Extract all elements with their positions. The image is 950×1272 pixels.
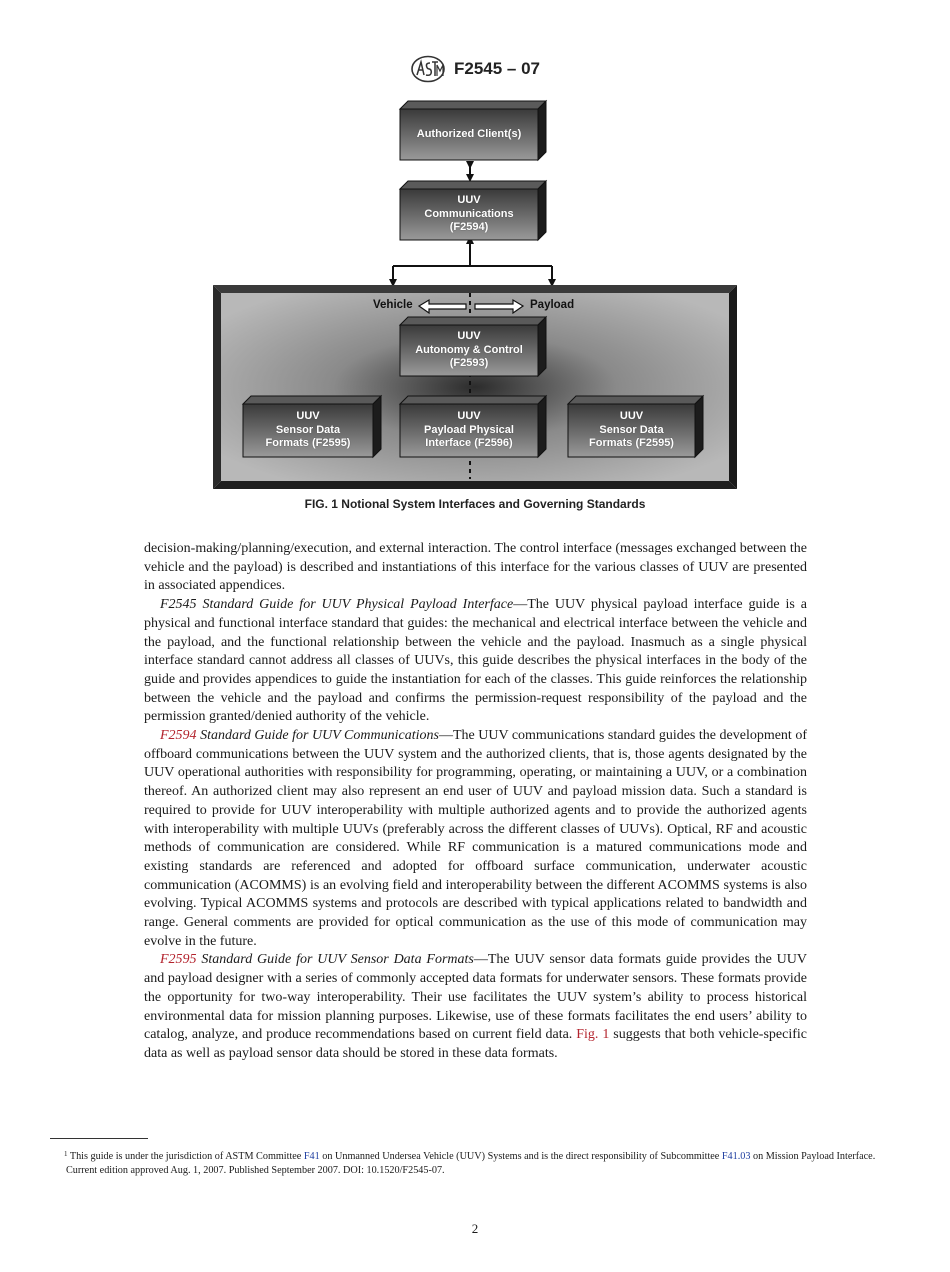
f2545-text: —The UUV physical payload interface guide is a physical and functional interface standard that guides: the mechanical and electrical interface between the vehicle and the payload, and the functional relationship between the vehicle and the payload. Inasmuch as a single physical interface standard cannot address all classes of UUVs, this guide describes the physical interfaces in the body of the guide and provides appendices to guide the instantiation for each of the classes. This guide reinforces the relationship between the vehicle and the payload and confirms the permission-request responsibility of the payload and the permission granted/denied authority of the vehicle.: [144, 597, 807, 725]
paragraph-f2595: [144, 951, 807, 1063]
vehicle-payload-panel: [213, 285, 737, 489]
footnote-1: [50, 1147, 905, 1164]
payload-label: Payload: [530, 299, 575, 311]
footnote-edition: Current edition approved Aug. 1, 2007. Published September 2007. DOI: 10.1520/F2545-07.: [66, 1165, 445, 1176]
payload-interface-label: UUV Payload Physical Interface (F2596): [424, 410, 514, 450]
sensor-data-left-label: UUV Sensor Data Formats (F2595): [265, 410, 351, 450]
footnote-1-text-b: on Unmanned Undersea Vehicle (UUV) Systems and is the direct responsibility of Subcommittee: [319, 1151, 722, 1162]
fig-1-link[interactable]: Fig. 1: [576, 1027, 610, 1043]
f41-03-link[interactable]: F41.03: [721, 1151, 751, 1162]
f2594-link[interactable]: F2594: [160, 728, 197, 744]
paragraph-f2545: [144, 596, 807, 727]
f2594-text: —The UUV communications standard guides the development of offboard communications between the UUV system and the authorized clients, that is, those agents designated by the UUV operational authorities with responsibility for programming, operating, or maintaining a UUV, or a combination thereof. An authorized client may also represent an end user of UUV and payload mission data. Such a standard is required to provide for UUV interoperability with multiple authorized agents and to provide the authorized agents with interoperability with multiple UUVs (preferably across the different classes of UUVs). Optical, RF and acoustic methods of communication are considered. While RF communication is a matured communications mode and existing standards are referenced and adopted for offboard surface communication, underwater acoustic communication (ACOMMS) is an evolving field and interoperability between the different ACOMMS systems is also evolving. Typical ACOMMS systems and protocols are described with typical applications related to bandwidth and range. General comments are provided for optical communication as the use of this mode of communication may evolve in the future.: [144, 728, 808, 949]
footnote-divider: [50, 1138, 148, 1139]
document-number: F2545 – 07: [453, 59, 540, 78]
f41-link[interactable]: F41: [303, 1151, 320, 1162]
vehicle-label: Vehicle: [373, 299, 413, 311]
paragraph-1: decision-making/planning/execution, and external interaction. The control interface (messages exchanged between the vehicle and the payload) is described and instantiations of this interface for the various classes of UUV are presented in associated appendices.: [144, 541, 807, 594]
sensor-data-right-label: UUV Sensor Data Formats (F2595): [589, 410, 674, 450]
f2594-title: Standard Guide for UUV Communications: [196, 728, 439, 744]
page-header: [0, 55, 950, 88]
f2595-title: Standard Guide for UUV Sensor Data Formats: [196, 952, 474, 968]
astm-logo-icon: [410, 55, 446, 83]
page-number: 2: [471, 1221, 479, 1236]
f2595-tail: suggests that both vehicle-specific data as well as payload sensor data should be stored in these data formats.: [144, 1027, 807, 1061]
f2595-text: —The UUV sensor data formats guide provides the UUV and payload designer with a series of commonly accepted data formats for underwater sensors. These formats provide the opportunity for two-way interoperability. Their use facilitates the UUV system’s ability to process historical environmental data for mission planning purposes. Likewise, use of these formats facilitates the end users’ ability to catalog, analyze, and produce recommendations based on current field data.: [144, 952, 807, 1043]
f2545-title: F2545 Standard Guide for UUV Physical Payload Interface: [160, 597, 514, 613]
footnote-1-text-c: on Mission Payload Interface.: [750, 1151, 876, 1162]
body-text: [144, 540, 807, 1064]
footnotes: [50, 1147, 905, 1178]
authorized-clients-label: Authorized Client(s): [416, 127, 522, 140]
footnote-1-text-a: This guide is under the jurisdiction of ASTM Committee: [67, 1151, 304, 1162]
figure-caption: FIG. 1 Notional System Interfaces and Governing Standards: [304, 497, 646, 511]
paragraph-f2594: [144, 727, 807, 951]
footnote-1-mark: 1: [64, 1150, 68, 1158]
autonomy-control-label: UUV Autonomy & Control (F2593): [415, 330, 523, 370]
figure-1: [205, 95, 750, 495]
communications-label: UUV Communications (F2594): [424, 194, 514, 234]
f2595-link[interactable]: F2595: [160, 952, 197, 968]
